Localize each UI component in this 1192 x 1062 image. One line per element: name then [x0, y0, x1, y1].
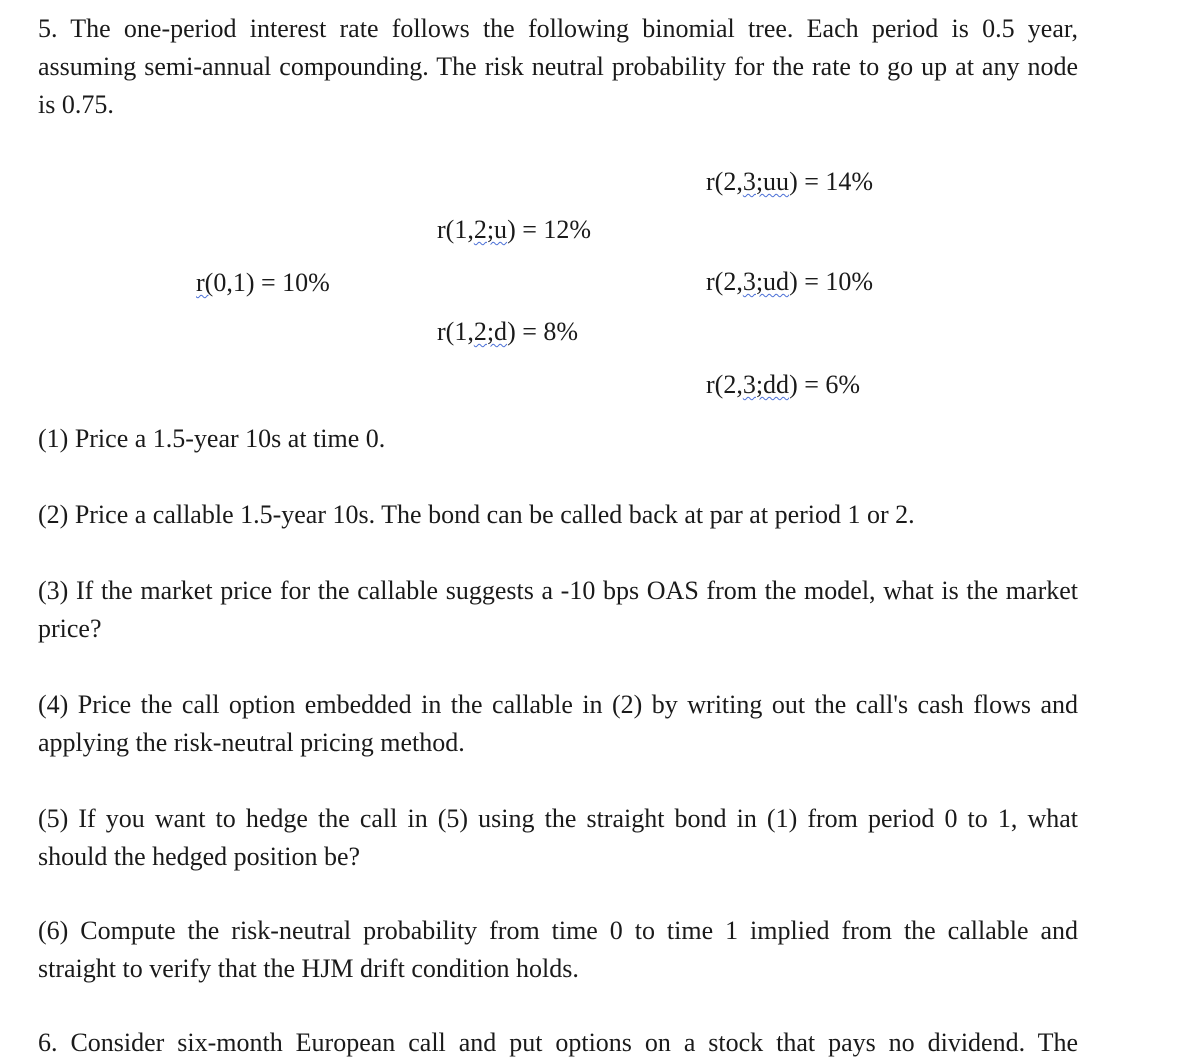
tree-node-r2-uu	[706, 167, 873, 197]
tree-node-r1-up-post: ) = 12%	[507, 215, 592, 244]
tree-node-r2-uu-post: ) = 14%	[789, 167, 874, 196]
tree-node-r2-dd	[706, 370, 860, 400]
question-2: (2) Price a callable 1.5-year 10s. The bond can be called back at par at period 1 or 2.	[38, 500, 915, 529]
tree-node-r2-ud-post: ) = 10%	[789, 267, 874, 296]
question-6: (6) Compute the risk-neutral probability from time 0 to time 1 implied from the callable and straight to verify that the HJM drift condition holds.	[38, 916, 1078, 983]
tree-node-r0	[196, 268, 330, 298]
tree-node-r2-ud-squiggle: 3;ud	[742, 267, 790, 296]
question-4: (4) Price the call option embedded in the callable in (2) by writing out the call's cash flows and applying the risk-neutral pricing method.	[38, 690, 1078, 757]
question-1: (1) Price a 1.5-year 10s at time 0.	[38, 424, 386, 453]
next-problem-partial: 6. Consider six-month European call and put options on a stock that pays no dividend. The	[38, 1028, 1078, 1057]
tree-node-r2-dd-squiggle: 3;dd	[742, 370, 790, 399]
tree-node-r0-post: 0,1) = 10%	[213, 268, 330, 297]
tree-node-r1-down-squiggle: 2;d	[473, 317, 508, 346]
tree-node-r0-squiggle: r(	[196, 268, 214, 297]
tree-node-r2-dd-post: ) = 6%	[789, 370, 861, 399]
tree-node-r2-ud-pre: r(2,	[706, 267, 743, 296]
tree-node-r2-dd-pre: r(2,	[706, 370, 743, 399]
tree-node-r1-down	[437, 317, 578, 347]
tree-node-r1-up-pre: r(1,	[437, 215, 474, 244]
tree-node-r1-up	[437, 215, 591, 245]
question-3: (3) If the market price for the callable suggests a -10 bps OAS from the model, what is the market price?	[38, 576, 1078, 643]
tree-node-r2-ud	[706, 267, 873, 297]
tree-node-r2-uu-pre: r(2,	[706, 167, 743, 196]
tree-node-r1-down-pre: r(1,	[437, 317, 474, 346]
tree-node-r2-uu-squiggle: 3;uu	[742, 167, 790, 196]
tree-node-r1-down-post: ) = 8%	[507, 317, 579, 346]
tree-node-r1-up-squiggle: 2;u	[473, 215, 508, 244]
question-5: (5) If you want to hedge the call in (5) using the straight bond in (1) from period 0 to 1, what should the hedged position be?	[38, 804, 1078, 871]
problem-5-intro: 5. The one-period interest rate follows the following binomial tree. Each period is 0.5 year, assuming semi-annual compounding. The risk neutral probability for the rate to go up at any node is 0.75.	[38, 14, 1078, 119]
